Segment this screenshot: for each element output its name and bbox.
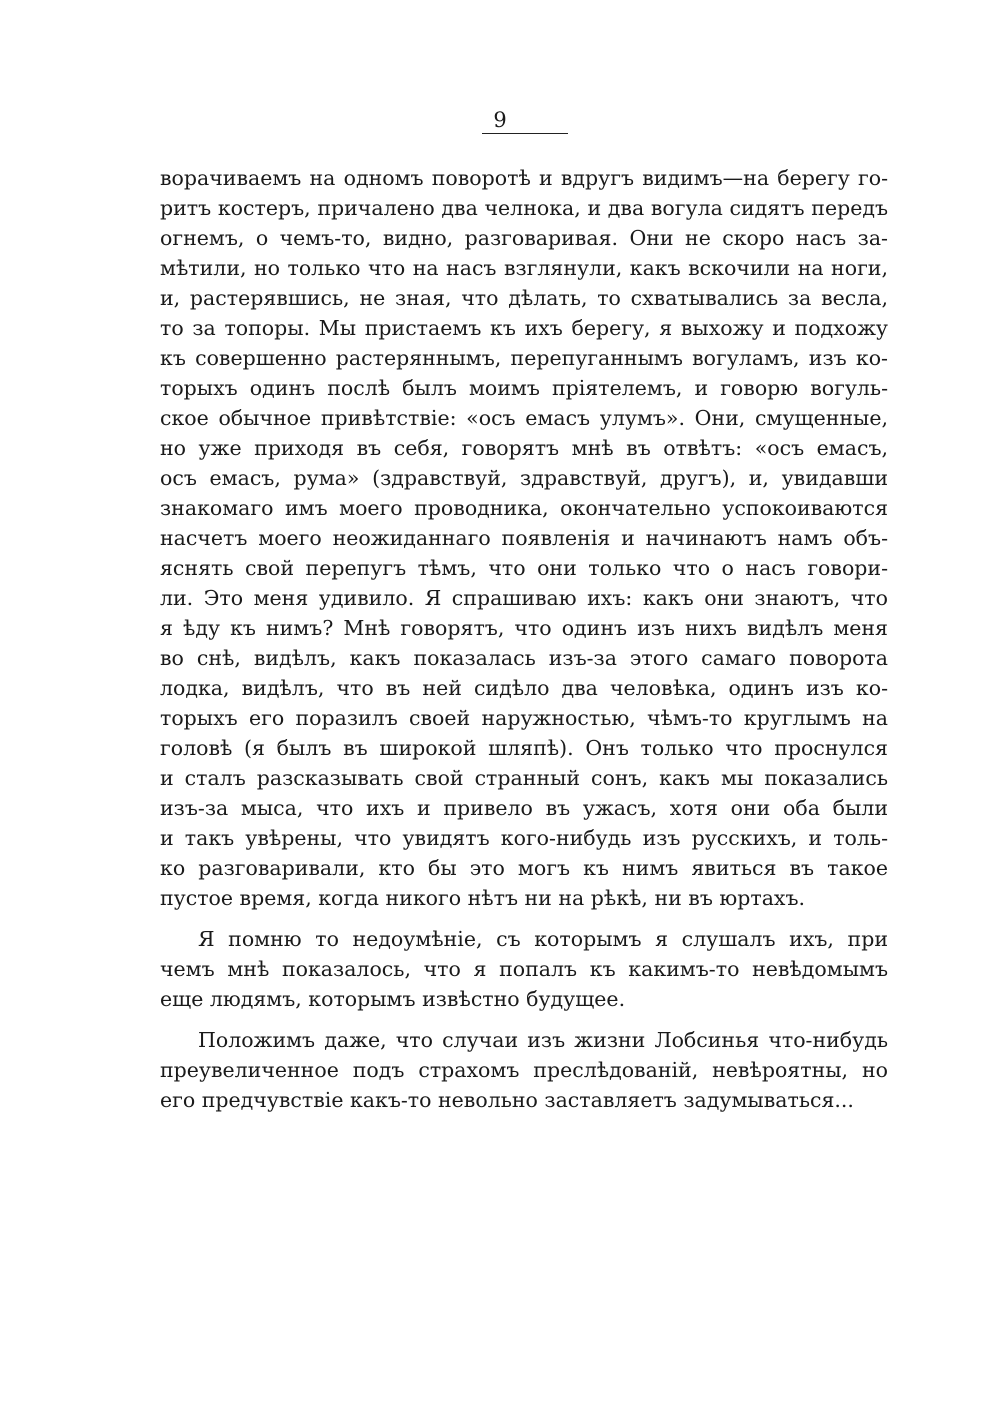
paragraph-3: [160, 1025, 888, 1115]
text-line: ское обычное привѣтствіе: «осъ емасъ улумъ». Они, смущенные,: [160, 406, 888, 430]
text-line: осъ емасъ, рума» (здравствуй, здравствуй, другъ), и, увидавши: [160, 466, 888, 490]
text-line: головѣ (я былъ въ широкой шляпѣ). Онъ только что проснулся: [160, 736, 888, 760]
text-line: еще людямъ, которымъ извѣстно будущее.: [160, 987, 626, 1011]
text-line: насчетъ моего неожиданнаго появленія и начинаютъ намъ объ-: [160, 526, 888, 550]
text-line: то за топоры. Мы пристаемъ къ ихъ берегу, я выхожу и подхожу: [160, 316, 888, 340]
text-line: къ совершенно растеряннымъ, перепуганнымъ вогуламъ, изъ ко-: [160, 346, 888, 370]
text-line: огнемъ, о чемъ-то, видно, разговаривая. Они не скоро насъ за-: [160, 226, 888, 250]
text-line: его предчувствіе какъ-то невольно заставляетъ задумываться...: [160, 1088, 854, 1112]
paragraph-2: [160, 924, 888, 1014]
text-line: и сталъ разсказывать свой странный сонъ, какъ мы показались: [160, 766, 888, 790]
text-line: во снѣ, видѣлъ, какъ показалась изъ-за этого самаго поворота: [160, 646, 888, 670]
paragraph-gap: [160, 913, 888, 924]
paragraph-1: [160, 163, 888, 913]
text-line: изъ-за мыса, что ихъ и привело въ ужасъ, хотя они оба были: [160, 796, 888, 820]
text-line: ворачиваемъ на одномъ поворотѣ и вдругъ видимъ—на берегу го-: [160, 166, 888, 190]
text-line: ритъ костеръ, причалено два челнока, и два вогула сидятъ передъ: [160, 196, 888, 220]
text-line: Я помню то недоумѣніе, съ которымъ я слушалъ ихъ, при: [198, 927, 888, 951]
paragraph-gap: [160, 1014, 888, 1025]
page-number: 9: [493, 108, 507, 132]
text-line: знакомаго имъ моего проводника, окончательно успокоиваются: [160, 496, 888, 520]
text-line: преувеличенное подъ страхомъ преслѣдованій, невѣроятны, но: [160, 1058, 888, 1082]
text-line: и такъ увѣрены, что увидятъ кого-нибудь изъ русскихъ, и толь-: [160, 826, 888, 850]
text-line: Положимъ даже, что случаи изъ жизни Лобсинья что-нибудь: [198, 1028, 888, 1052]
text-line: чемъ мнѣ показалось, что я попалъ къ какимъ-то невѣдомымъ: [160, 957, 888, 981]
text-line: я ѣду къ нимъ? Мнѣ говорятъ, что одинъ изъ нихъ видѣлъ меня: [160, 616, 888, 640]
page-number-rule: [482, 133, 568, 134]
text-line: пустое время, когда никого нѣтъ ни на рѣкѣ, ни въ юртахъ.: [160, 886, 806, 910]
body-text: [160, 163, 888, 1115]
text-line: и, растерявшись, не зная, что дѣлать, то схватывались за весла,: [160, 286, 888, 310]
text-line: ко разговаривали, кто бы это могъ къ нимъ явиться въ такое: [160, 856, 888, 880]
text-line: лодка, видѣлъ, что въ ней сидѣло два человѣка, одинъ изъ ко-: [160, 676, 888, 700]
text-line: торыхъ его поразилъ своей наружностью, чѣмъ-то круглымъ на: [160, 706, 888, 730]
text-line: мѣтили, но только что на насъ взглянули, какъ вскочили на ноги,: [160, 256, 888, 280]
text-line: яснять свой перепугъ тѣмъ, что они только что о насъ говори-: [160, 556, 888, 580]
text-line: но уже приходя въ себя, говорятъ мнѣ въ отвѣтъ: «осъ емасъ,: [160, 436, 888, 460]
text-line: торыхъ одинъ послѣ былъ моимъ пріятелемъ, и говорю вогуль-: [160, 376, 888, 400]
text-line: ли. Это меня удивило. Я спрашиваю ихъ: какъ они знаютъ, что: [160, 586, 888, 610]
